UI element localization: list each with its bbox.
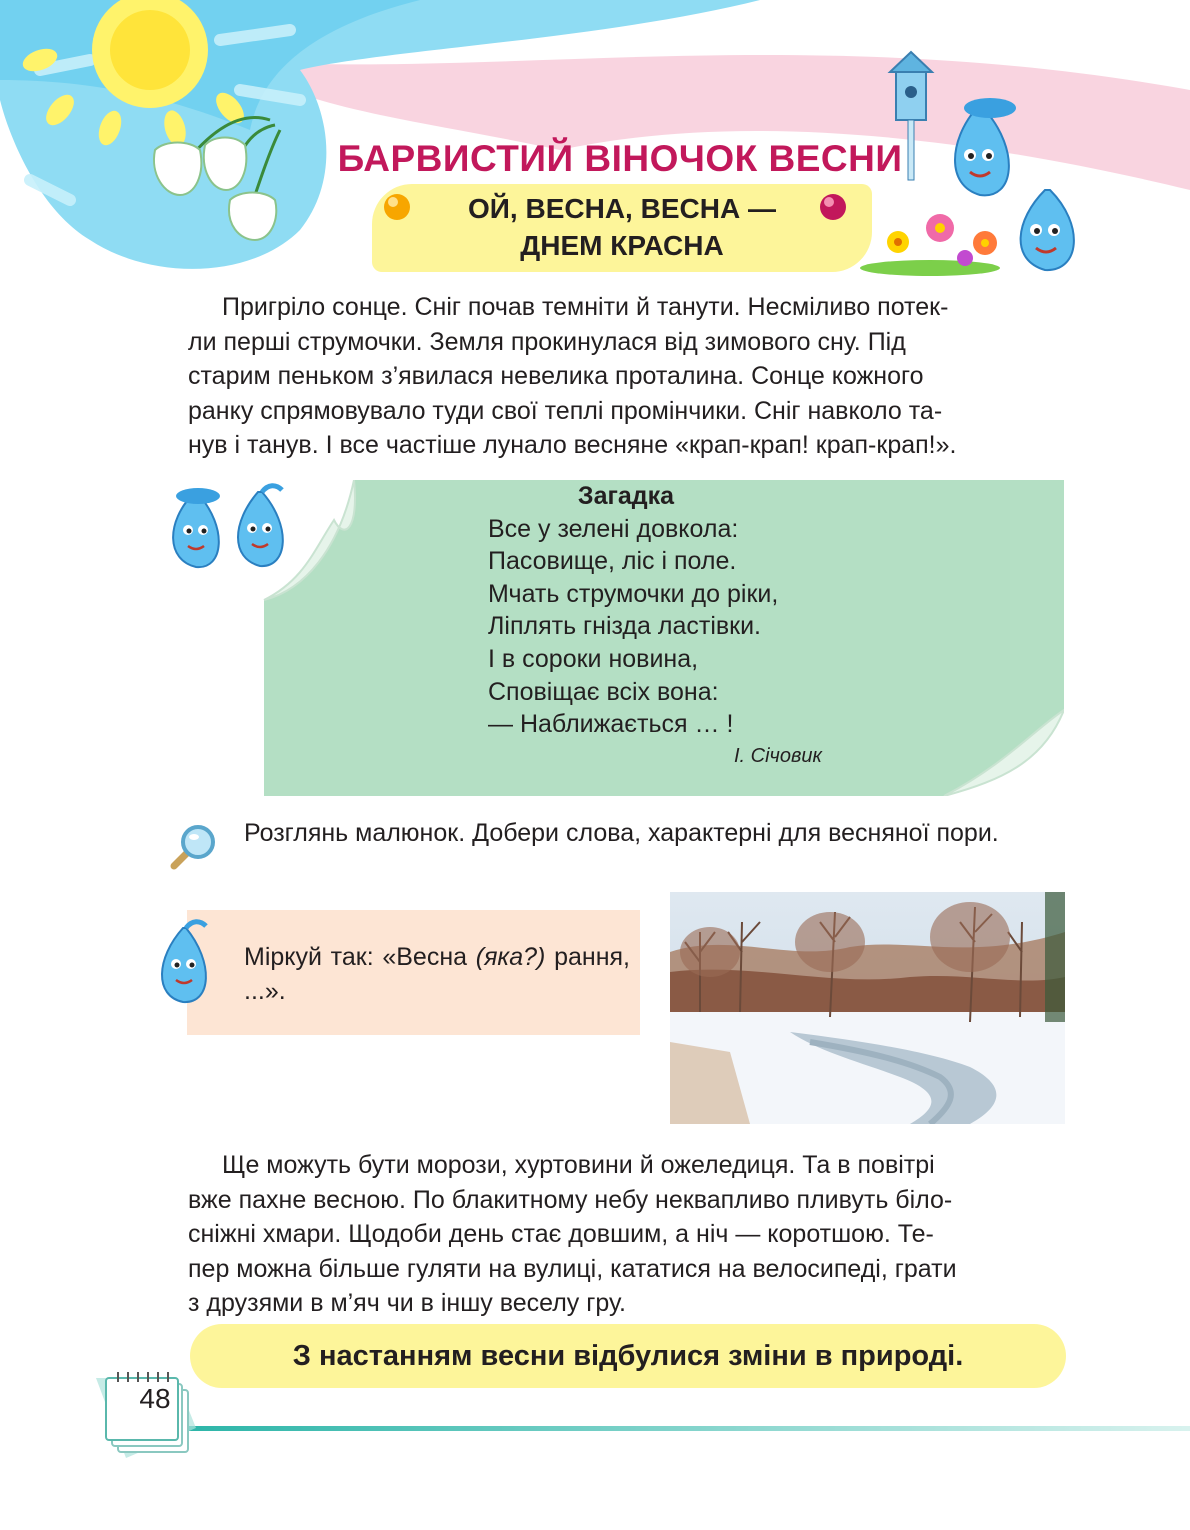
riddle-line: Все у зелені довкола: — [488, 514, 739, 543]
text-line: з друзями в м’яч чи в іншу веселу гру. — [188, 1289, 626, 1317]
magnifier-icon — [164, 820, 220, 876]
flowers-icon — [860, 214, 1000, 276]
text-line: Ще можуть бути морози, хуртовини й ожеледиця. Та в повітрі — [222, 1151, 935, 1179]
riddle-line: Пасовище, ліс і поле. — [488, 547, 737, 576]
task-text: Розглянь малюнок. Добери слова, характерні для весняної пори. — [244, 819, 999, 847]
text-line: вже пахне весною. По блакитному небу неквапливо пливуть біло- — [188, 1185, 953, 1214]
text-line: нув і танув. І все частіше лунало весняне «крап-крап! крап-крап!». — [188, 431, 957, 459]
text-line: ли перші струмочки. Земля прокинулася від зимового сну. Під — [188, 327, 906, 356]
riddle-line: — Наближається … ! — [488, 710, 734, 739]
subtitle — [372, 190, 872, 264]
text-line: старим пеньком з’явилася невелика проталина. Сонце кожного — [188, 362, 924, 390]
outro-paragraph — [188, 1148, 1066, 1321]
riddle-line: Сповіщає всіх вона: — [488, 677, 719, 706]
subtitle-line: ОЙ, ВЕСНА, ВЕСНА — — [468, 193, 776, 224]
riddle-line: І в сороки новина, — [488, 644, 699, 673]
droplet-friends-icon — [158, 482, 300, 574]
think-prefix: Міркуй так: «Весна — [244, 943, 476, 971]
subtitle-line: ДНЕМ КРАСНА — [520, 230, 724, 261]
page-title: БАРВИСТИЙ ВІНОЧОК ВЕСНИ — [337, 138, 903, 179]
droplet-character-icon — [1021, 190, 1074, 270]
text-line: пер можна більше гуляти на вулиці, кататися на велосипеді, грати — [188, 1254, 957, 1283]
think-suffix: рання, ...». — [244, 943, 630, 1005]
riddle-line: Ліплять гнізда ластівки. — [488, 612, 761, 641]
calendar-page-icon — [96, 1358, 1190, 1468]
conclusion-text: З настанням весни відбулися зміни в природі. — [292, 1340, 964, 1372]
riddle-author: І. Січовик — [733, 744, 822, 767]
riddle-line: Мчать струмочки до ріки, — [488, 579, 779, 608]
think-text — [244, 940, 630, 1008]
think-question: (яка?) — [475, 943, 546, 971]
riddle — [488, 480, 848, 771]
riddle-title: Загадка — [577, 482, 675, 510]
intro-paragraph — [188, 290, 1066, 463]
text-line: Пригріло сонце. Сніг почав темніти й танути. Несміливо потек- — [222, 293, 949, 321]
spring-landscape-image — [670, 892, 1065, 1124]
text-line: ранку спрямовувало туди свої теплі промінчики. Сніг навколо та- — [188, 396, 943, 425]
droplet-character-icon — [150, 918, 216, 1008]
page-number: 48 — [139, 1383, 171, 1414]
text-line: сніжні хмари. Щодоби день стає довшим, а ніч — коротшою. Те- — [188, 1220, 934, 1248]
